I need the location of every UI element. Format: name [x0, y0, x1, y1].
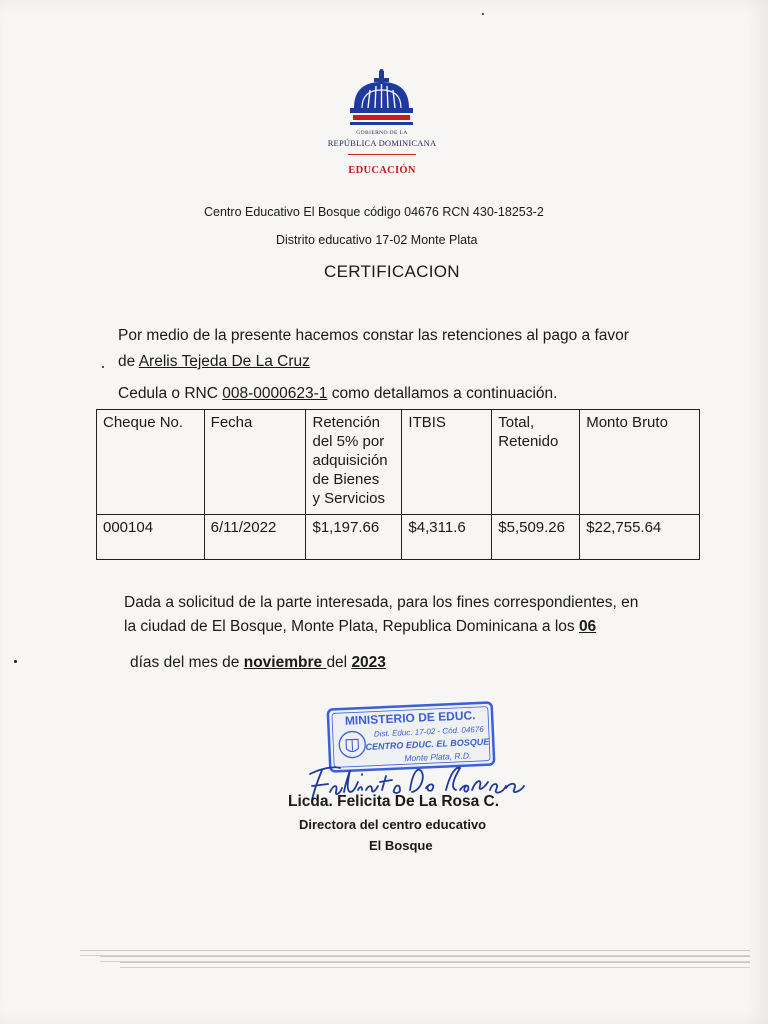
text-mid: del	[326, 654, 352, 671]
stamp-line: Dist. Educ. 17-02 - Cód. 04676	[373, 724, 484, 739]
text-prefix: la ciudad de El Bosque, Monte Plata, Republica Dominicana a los	[124, 618, 579, 635]
document-title: CERTIFICACION	[324, 262, 460, 281]
signer-role: Directora del centro educativo	[299, 817, 487, 832]
closing-line: Dada a solicitud de la parte interesada, para los fines correspondientes, en	[124, 594, 639, 611]
intro-rnc-line	[118, 385, 557, 403]
cell-total: $5,509.26	[492, 515, 580, 560]
cell-retencion: $1,197.66	[306, 515, 402, 560]
header-cheque: Cheque No.	[97, 410, 205, 515]
header-line: de Bienes	[312, 471, 380, 488]
header-itbis: ITBIS	[402, 410, 492, 515]
retention-table	[96, 409, 700, 560]
ministry-logo	[326, 68, 438, 180]
intro-line: Por medio de la presente hacemos constar las retenciones al pago a favor	[118, 327, 629, 344]
district-info: Distrito educativo 17-02 Monte Plata	[276, 233, 478, 247]
header-total	[492, 410, 580, 515]
signer-place: El Bosque	[369, 838, 433, 853]
text-prefix: Cedula o RNC	[118, 385, 223, 402]
table-row	[97, 515, 700, 560]
cell-bruto: $22,755.64	[580, 515, 700, 560]
ink-speck	[102, 366, 104, 368]
text-suffix: como detallamos a continuación.	[327, 385, 558, 402]
country-label: REPÚBLICA DOMINICANA	[327, 138, 437, 148]
paper-edge	[120, 962, 750, 968]
signer-name: Licda. Felicita De La Rosa C.	[288, 793, 500, 810]
header-retencion	[306, 410, 402, 515]
intro-beneficiary-line	[118, 353, 310, 371]
header-line: adquisición	[312, 452, 388, 469]
table-header-row	[97, 410, 700, 515]
cell-itbis: $4,311.6	[402, 515, 492, 560]
stamp-line: CENTRO EDUC. EL BOSQUE	[365, 736, 490, 752]
day-value: 06	[578, 618, 597, 635]
stamp-line: Monte Plata, R.D.	[404, 750, 472, 764]
cell-cheque: 000104	[97, 515, 205, 560]
divider	[348, 154, 416, 155]
header-line: Retención	[312, 414, 381, 431]
month-value: noviembre	[243, 654, 327, 671]
beneficiary-name: Arelis Tejeda De La Cruz	[138, 353, 310, 370]
ministry-label: EDUCACIÓN	[348, 165, 416, 176]
header-line: Total,	[498, 414, 535, 431]
school-info: Centro Educativo El Bosque código 04676 RCN 430-18253-2	[204, 205, 544, 219]
ink-speck	[14, 660, 17, 663]
header-line: y Servicios	[312, 490, 386, 507]
stamp-line: MINISTERIO DE EDUC.	[344, 708, 476, 728]
header-bruto: Monto Bruto	[580, 410, 700, 515]
government-label: GOBIERNO DE LA	[356, 130, 408, 136]
ink-speck	[482, 13, 484, 15]
year-value: 2023	[351, 654, 386, 671]
text-prefix: días del mes de	[130, 654, 244, 671]
closing-city-line	[124, 618, 596, 636]
header-fecha: Fecha	[204, 410, 306, 515]
header-line: del 5% por	[312, 433, 385, 450]
dome-icon	[326, 68, 438, 130]
rnc-number: 008-0000623-1	[222, 385, 328, 402]
cell-fecha: 6/11/2022	[204, 515, 306, 560]
text-prefix: de	[118, 353, 139, 370]
header-line: Retenido	[498, 433, 559, 450]
closing-date-line	[130, 654, 386, 672]
